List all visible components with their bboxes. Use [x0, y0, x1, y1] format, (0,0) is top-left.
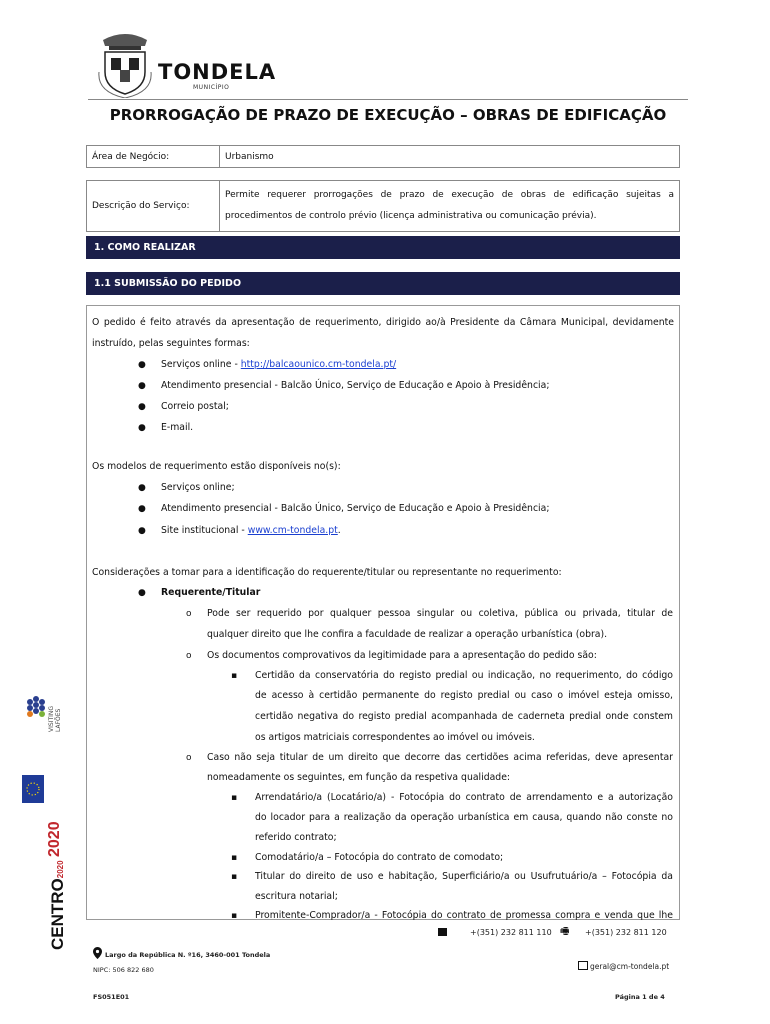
intro-line-1: O pedido é feito através da apresentação de requerimento, dirigido ao/à Presidente da Câmara Municipal, devidamente [92, 317, 674, 328]
centro-text [48, 860, 68, 950]
item-sq2-line-2: do locador para a realização da operação urbanística em causa, quando não conste no [255, 812, 673, 823]
bullet-dot: ● [138, 423, 146, 433]
footer-phone: +(351) 232 811 110 [470, 928, 552, 937]
bullet-dot: ● [138, 504, 146, 514]
description-value [220, 181, 680, 232]
item-sq1-line-3: certidão negativa do registo predial acompanhada de caderneta predial onde constem [255, 711, 673, 722]
area-table [86, 145, 680, 168]
document-code: FS051E01 [93, 993, 130, 1001]
consideracoes-intro: Considerações a tomar para a identificação do requerente/titular ou representante no requerimento: [92, 567, 562, 578]
description-line-1: Permite requerer prorrogações de prazo de execução de obras de edificação sujeitas a [225, 190, 674, 200]
footer-nipc: NIPC: 506 822 680 [93, 966, 154, 974]
form-presencial: Atendimento presencial - Balcão Único, Serviço de Educação e Apoio à Presidência; [161, 380, 550, 391]
area-value: Urbanismo [220, 146, 680, 168]
bullet-dot: ● [138, 483, 146, 493]
description-line-2: procedimentos de controlo prévio (licença administrativa ou comunicação prévia). [225, 211, 597, 221]
footer-email[interactable]: geral@cm-tondela.pt [590, 962, 670, 971]
page-number: Página 1 de 4 [615, 993, 665, 1001]
portugal-2020-logo [46, 812, 66, 857]
bullet-square: ▪ [231, 671, 238, 681]
form-email: E-mail. [161, 422, 194, 433]
section-como-realizar: 1. COMO REALIZAR [86, 236, 680, 259]
site-institucional-link[interactable]: www.cm-tondela.pt [247, 525, 338, 536]
brand-subtitle: MUNICÍPIO [193, 84, 230, 91]
bullet-dot: ● [138, 402, 146, 412]
item-sq5: Promitente-Comprador/a - Fotocópia do contrato de promessa compra e venda que lhe [255, 910, 673, 921]
footer-fax: +(351) 232 811 120 [585, 928, 667, 937]
item-o3-line-2: nomeadamente os seguintes, em função da respetiva qualidade: [207, 772, 511, 783]
requerente-heading: Requerente/Titular [161, 587, 261, 598]
intro-line-2: instruído, pelas seguintes formas: [92, 338, 250, 349]
model-site [161, 525, 341, 537]
item-sq2-line-1: Arrendatário/a (Locatário/a) - Fotocópia do contrato de arrendamento e a autorização [255, 792, 673, 803]
footer-address: Largo da República N. º16, 3460-001 Tondela [105, 951, 271, 959]
section-submissao-pedido: 1.1 SUBMISSÃO DO PEDIDO [86, 272, 680, 295]
item-o3-line-1: Caso não seja titular de um direito que decorre das certidões acima referidas, deve apresentar [207, 752, 673, 763]
bullet-circle: o [186, 609, 192, 619]
bullet-dot: ● [138, 360, 146, 370]
item-sq4-line-1: Titular do direito de uso e habitação, Superficiário/a ou Usufrutuário/a – Fotocópia da [255, 871, 673, 882]
bullet-square: ▪ [231, 872, 238, 882]
bullet-dot: ● [138, 381, 146, 391]
bullet-circle: o [186, 651, 192, 661]
bullet-square: ▪ [231, 853, 238, 863]
brand-name: TONDELA [158, 60, 277, 84]
item-sq4-line-2: escritura notarial; [255, 891, 338, 902]
bullet-square: ▪ [231, 793, 238, 803]
model-online: Serviços online; [161, 482, 235, 493]
title-divider [88, 99, 688, 100]
fax-icon: 🖷 [560, 926, 570, 937]
page-title: PRORROGAÇÃO DE PRAZO DE EXECUÇÃO – OBRAS DE EDIFICAÇÃO [109, 106, 667, 124]
area-label: Área de Negócio: [87, 146, 220, 168]
bullet-circle: o [186, 753, 192, 763]
visiting-lafoes-logo [22, 690, 72, 730]
item-o1-line-1: Pode ser requerido por qualquer pessoa singular ou coletiva, pública ou privada, titular de [207, 608, 673, 619]
form-online-prefix: Serviços online - [161, 359, 241, 370]
balcao-unico-link[interactable]: http://balcaounico.cm-tondela.pt/ [240, 359, 397, 370]
model-presencial: Atendimento presencial - Balcão Único, Serviço de Educação e Apoio à Presidência; [161, 503, 550, 514]
item-sq1-line-1: Certidão da conservatória do registo predial ou indicação, no requerimento, do código [255, 670, 673, 681]
model-site-suffix: . [337, 525, 341, 536]
item-o1-line-2: qualquer direito que lhe confira a faculdade de realizar a operação urbanística (obra). [207, 629, 608, 640]
portugal-2020-text: 2020 [46, 821, 63, 857]
bullet-dot: ● [138, 526, 146, 536]
centro-label: CENTRO [48, 878, 67, 950]
email-icon [578, 961, 588, 970]
municipal-crest [95, 32, 155, 98]
item-sq2-line-3: referido contrato; [255, 832, 337, 843]
centro-year: 2020 [56, 860, 65, 879]
item-sq1-line-4: os artigos matriciais correspondentes ao imóvel ou imóveis. [255, 732, 535, 743]
phone-icon [438, 928, 447, 936]
visiting-lafoes-text: VISITING LAFÕES [48, 705, 62, 732]
item-sq1-line-2: de acesso à certidão permanente do registo predial ou caso o imóvel esteja omisso, [255, 690, 673, 701]
model-site-prefix: Site institucional - [161, 525, 248, 536]
centro-2020-logo [48, 860, 68, 950]
item-o2: Os documentos comprovativos da legitimidade para a apresentação do pedido são: [207, 650, 597, 661]
form-online [161, 359, 396, 371]
eu-flag-logo [22, 775, 72, 805]
bullet-dot: ● [138, 588, 146, 598]
bullet-square: ▪ [231, 911, 238, 921]
item-sq3: Comodatário/a – Fotocópia do contrato de comodato; [255, 852, 504, 863]
location-pin-icon [93, 944, 102, 963]
models-intro: Os modelos de requerimento estão disponíveis no(s): [92, 461, 341, 472]
form-correio: Correio postal; [161, 401, 229, 412]
description-table [86, 180, 680, 232]
description-label: Descrição do Serviço: [87, 181, 220, 232]
